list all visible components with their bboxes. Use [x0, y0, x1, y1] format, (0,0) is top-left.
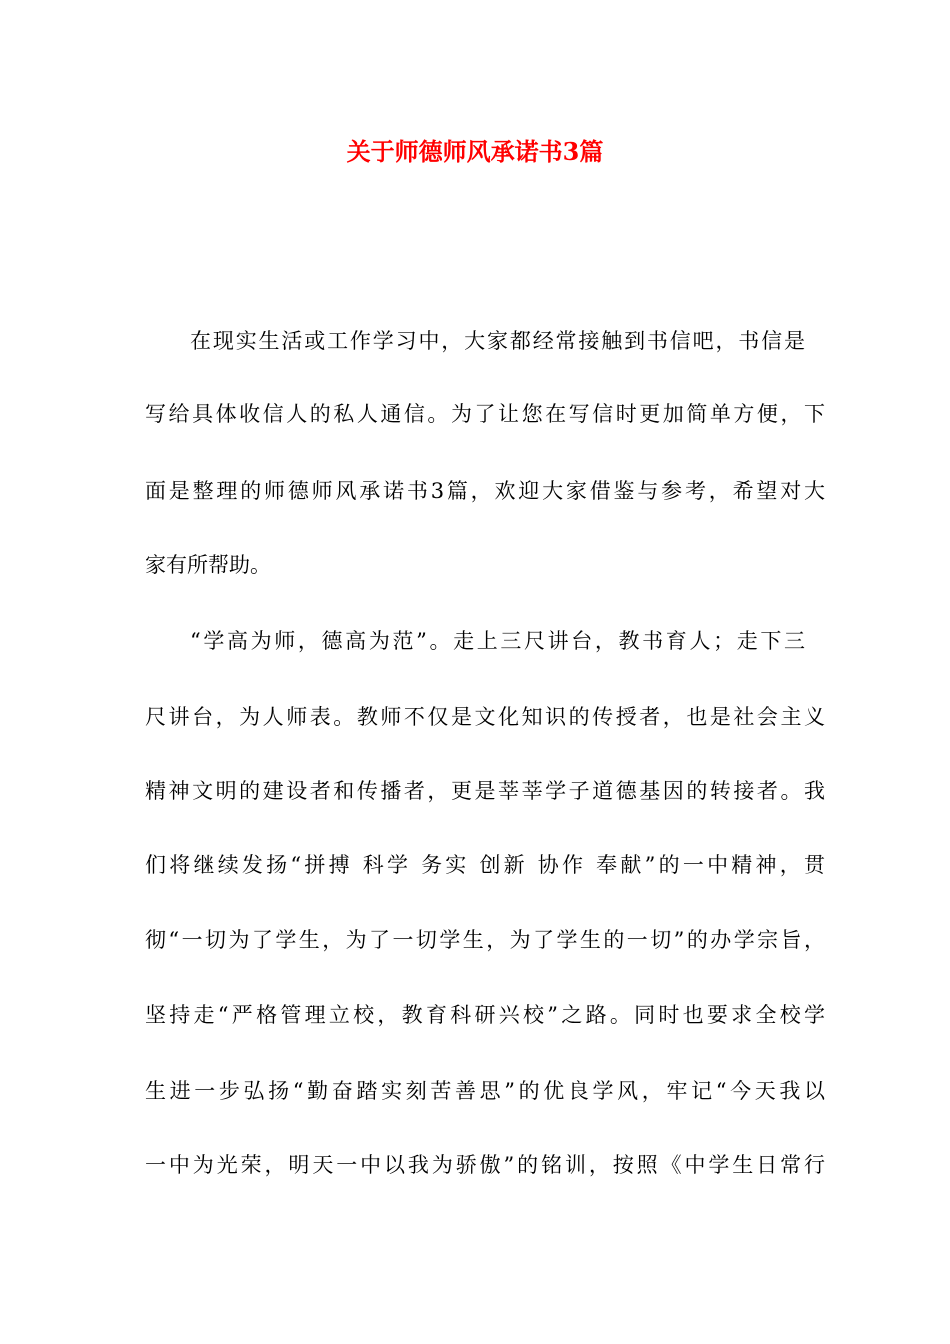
paragraph-2-line-5: 彻“一切为了学生，为了一切学生，为了学生的一切”的办学宗旨，: [145, 928, 825, 952]
paragraph-2-line-3: 精神文明的建设者和传播者，更是莘莘学子道德基因的转接者。我: [145, 779, 825, 803]
document-title: 关于师德师风承诺书3篇: [346, 137, 604, 166]
paragraph-2-line-4: 们将继续发扬“拼搏 科学 务实 创新 协作 奉献”的一中精神，贯: [145, 853, 825, 877]
paragraph-1-line-3: 面是整理的师德师风承诺书3篇，欢迎大家借鉴与参考，希望对大: [145, 479, 825, 503]
paragraph-1-line-1: 在现实生活或工作学习中，大家都经常接触到书信吧，书信是: [190, 329, 805, 353]
paragraph-1-line-4: 家有所帮助。: [145, 553, 271, 577]
paragraph-1-line-2: 写给具体收信人的私人通信。为了让您在写信时更加简单方便，下: [145, 402, 825, 426]
paragraph-2-line-6: 坚持走“严格管理立校，教育科研兴校”之路。同时也要求全校学: [145, 1003, 825, 1027]
paragraph-2-line-1: “学高为师，德高为范”。走上三尺讲台，教书育人；走下三: [190, 629, 805, 653]
paragraph-2-line-8: 一中为光荣，明天一中以我为骄傲”的铭训，按照《中学生日常行: [145, 1153, 825, 1177]
paragraph-2-line-2: 尺讲台，为人师表。教师不仅是文化知识的传授者，也是社会主义: [145, 705, 825, 729]
paragraph-2-line-7: 生进一步弘扬“勤奋踏实刻苦善思”的优良学风，牢记“今天我以: [145, 1079, 825, 1103]
